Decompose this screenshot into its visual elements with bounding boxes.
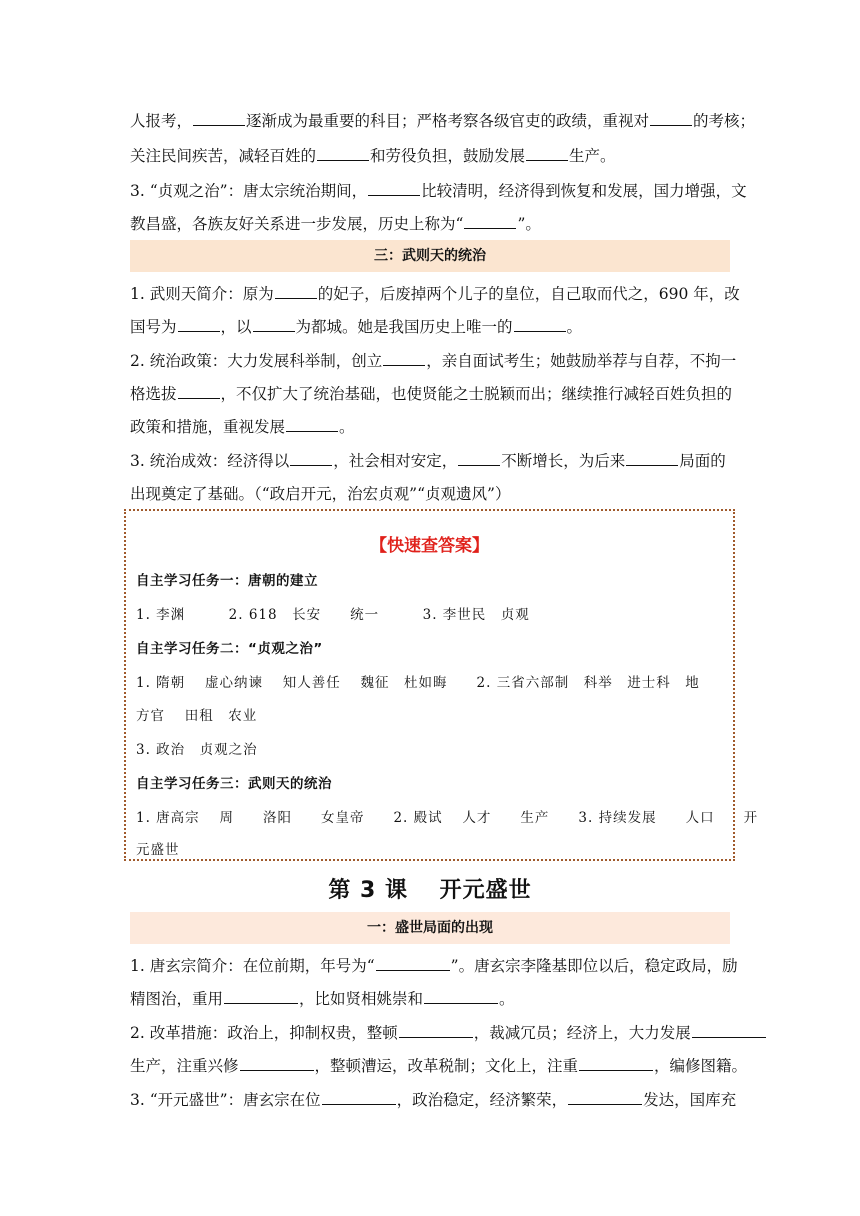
text-line — [130, 1022, 730, 1043]
text: 比较清明，经济得到恢复和发展，国力增强，文 — [421, 182, 747, 200]
text-line — [130, 145, 730, 166]
text: ，亲自面试考生；她鼓励举荐与自荐，不拘一 — [426, 352, 737, 370]
fill-blank[interactable] — [514, 316, 566, 332]
fill-blank[interactable] — [275, 283, 317, 299]
fill-blank[interactable] — [317, 145, 369, 161]
text-line — [130, 988, 730, 1009]
text: 。 — [566, 318, 583, 336]
text-line — [130, 383, 733, 404]
fill-blank[interactable] — [399, 1022, 473, 1038]
text: 的妃子，后废掉两个儿子的皇位，自己取而代之，690 年，改 — [317, 285, 740, 303]
fill-blank[interactable] — [526, 145, 568, 161]
fill-blank[interactable] — [650, 110, 692, 126]
text-line — [130, 450, 730, 471]
text: 生产，注重兴修 — [130, 1057, 239, 1075]
lesson-title: 第 3 课 开元盛世 — [328, 878, 532, 903]
text-line — [130, 1089, 737, 1110]
fill-blank[interactable] — [464, 213, 516, 229]
answer-line: 1. 隋朝 虚心纳谏 知人善任 魏征 杜如晦 2. 三省六部制 科举 进士科 地 — [136, 675, 700, 691]
fill-blank[interactable] — [240, 1055, 314, 1071]
answer-task-heading: 自主学习任务一：唐朝的建立 — [136, 573, 318, 589]
text-line — [130, 180, 747, 201]
text: 生产。 — [569, 147, 616, 165]
text: 1. 唐玄宗简介：在位前期，年号为“ — [130, 957, 375, 975]
text: ，编修图籍。 — [654, 1057, 748, 1075]
text-line — [130, 1055, 748, 1076]
answer-task-heading: 自主学习任务二：“贞观之治” — [136, 641, 323, 657]
fill-blank[interactable] — [224, 988, 298, 1004]
fill-blank[interactable] — [286, 416, 338, 432]
text: 1. 武则天简介：原为 — [130, 285, 274, 303]
text-line — [130, 416, 730, 437]
text-line — [130, 350, 737, 371]
text: 局面的 — [679, 452, 726, 470]
text: 出现奠定了基础。（“政启开元，治宏贞观”“贞观遗风”） — [130, 485, 511, 503]
text: ，政治稳定，经济繁荣， — [396, 1091, 568, 1109]
section-heading: 一：盛世局面的出现 — [130, 912, 730, 944]
text-line — [130, 283, 740, 304]
text: 的考核； — [693, 112, 756, 130]
answer-line: 3. 政治 贞观之治 — [136, 742, 258, 758]
text: ，不仅扩大了统治基础，也使贤能之士脱颖而出；继续推行减轻百姓负担的 — [220, 385, 733, 403]
text: 。 — [499, 990, 515, 1008]
fill-blank[interactable] — [626, 450, 678, 466]
text: 3. 统治成效：经济得以 — [130, 452, 290, 470]
text: 政策和措施，重视发展 — [130, 418, 286, 436]
fill-blank[interactable] — [568, 1089, 642, 1105]
text-line — [130, 213, 730, 234]
fill-blank[interactable] — [290, 450, 332, 466]
text: 格选拔 — [130, 385, 177, 403]
text: 关注民间疾苦，减轻百姓的 — [130, 147, 317, 165]
text-line — [130, 484, 730, 504]
fill-blank[interactable] — [322, 1089, 396, 1105]
text: 精图治，重用 — [130, 990, 224, 1008]
text: ，以 — [220, 318, 252, 336]
text-line — [130, 110, 756, 131]
fill-blank[interactable] — [178, 383, 220, 399]
text: 3. “贞观之治”：唐太宗统治期间， — [130, 182, 368, 200]
text: 人报考， — [130, 112, 193, 130]
text: 教昌盛，各族友好关系进一步发展，历史上称为“ — [130, 215, 464, 233]
text: 3. “开元盛世”：唐玄宗在位 — [130, 1091, 321, 1109]
text-line — [130, 955, 738, 976]
text: ，整顿漕运，改革税制；文化上，注重 — [314, 1057, 579, 1075]
answer-task-heading: 自主学习任务三：武则天的统治 — [136, 776, 332, 792]
text-line — [130, 316, 730, 337]
answer-line: 方官 田租 农业 — [136, 708, 258, 724]
text: ，裁减冗员；经济上，大力发展 — [473, 1024, 691, 1042]
text: ”。 — [517, 215, 541, 233]
fill-blank[interactable] — [253, 316, 295, 332]
answer-line: 元盛世 — [136, 842, 180, 858]
fill-blank[interactable] — [458, 450, 500, 466]
text: 和劳役负担，鼓励发展 — [370, 147, 526, 165]
section-heading: 三：武则天的统治 — [130, 240, 730, 272]
text: 不断增长，为后来 — [501, 452, 626, 470]
fill-blank[interactable] — [178, 316, 220, 332]
text: 逐渐成为最重要的科目；严格考察各级官吏的政绩，重视对 — [246, 112, 650, 130]
fill-blank[interactable] — [376, 955, 450, 971]
text: 为都城。她是我国历史上唯一的 — [295, 318, 513, 336]
answer-line: 1. 李渊 2. 618 长安 统一 3. 李世民 贞观 — [136, 607, 530, 623]
fill-blank[interactable] — [368, 180, 420, 196]
text: 。 — [339, 418, 355, 436]
answer-title: 【快速查答案】 — [370, 536, 489, 556]
answer-box — [124, 509, 759, 861]
answer-line: 1. 唐高宗 周 洛阳 女皇帝 2. 殿试 人才 生产 3. 持续发展 人口 开 — [136, 810, 759, 826]
text: ，社会相对安定， — [333, 452, 458, 470]
fill-blank[interactable] — [692, 1022, 766, 1038]
fill-blank[interactable] — [579, 1055, 653, 1071]
fill-blank[interactable] — [193, 110, 245, 126]
text: 国号为 — [130, 318, 177, 336]
fill-blank[interactable] — [424, 988, 498, 1004]
text: 发达，国库充 — [643, 1091, 737, 1109]
text: 2. 改革措施：政治上，抑制权贵，整顿 — [130, 1024, 398, 1042]
fill-blank[interactable] — [383, 350, 425, 366]
text: 2. 统治政策：大力发展科举制，创立 — [130, 352, 383, 370]
text: ，比如贤相姚崇和 — [299, 990, 424, 1008]
text: ”。唐玄宗李隆基即位以后，稳定政局，励 — [450, 957, 738, 975]
